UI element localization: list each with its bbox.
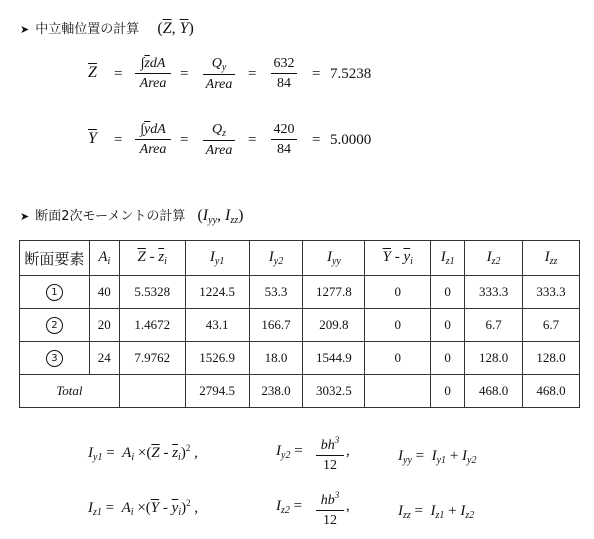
moment-table bbox=[19, 240, 580, 408]
cell: 43.1 bbox=[185, 309, 249, 342]
cell: 209.8 bbox=[303, 309, 365, 342]
cell: 1277.8 bbox=[303, 276, 365, 309]
formula-iz2-lhs: $I_{z2}$ = bbox=[276, 498, 303, 516]
formula-iy2-lhs: $I_{y2}$ = bbox=[276, 443, 303, 461]
table-row bbox=[20, 309, 580, 342]
eq-z-result: 7.5238 bbox=[330, 66, 372, 82]
section-heading-moment bbox=[20, 205, 243, 226]
eq-y-frac2: $Q_z$ Area bbox=[203, 122, 235, 159]
section-vars: ($\overline{Z}$, $\overline{Y}$) bbox=[157, 20, 194, 37]
row-id: 2 bbox=[20, 309, 90, 342]
eq-y-lhs: $\overline{Y}$ bbox=[88, 130, 97, 147]
cell: 468.0 bbox=[465, 375, 523, 408]
cell: 0 bbox=[365, 309, 431, 342]
cell: 333.3 bbox=[523, 276, 580, 309]
formula-izz: $I_{zz} = I_{z1} + I_{z2}$ bbox=[398, 503, 475, 521]
cell: 2794.5 bbox=[185, 375, 249, 408]
cell: 0 bbox=[431, 375, 465, 408]
cell: 0 bbox=[431, 342, 465, 375]
header-iy1: $I_{y1}$ bbox=[185, 241, 249, 276]
header-y-yi: $\overline{Y} - \overline{y}_i$ bbox=[365, 241, 431, 276]
cell: 0 bbox=[365, 342, 431, 375]
cell: 20 bbox=[89, 309, 119, 342]
cell: 166.7 bbox=[249, 309, 303, 342]
eq-y-frac1: $\int\overline{y}dA$ Area bbox=[135, 122, 171, 158]
cell: 1544.9 bbox=[303, 342, 365, 375]
cell: 1.4672 bbox=[119, 309, 185, 342]
bullet-arrow-icon: ➤ bbox=[20, 23, 30, 36]
table-row bbox=[20, 276, 580, 309]
cell: 7.9762 bbox=[119, 342, 185, 375]
cell: 128.0 bbox=[523, 342, 580, 375]
cell: 0 bbox=[365, 276, 431, 309]
row-id: 1 bbox=[20, 276, 90, 309]
row-id: 3 bbox=[20, 342, 90, 375]
cell: 24 bbox=[89, 342, 119, 375]
cell: 6.7 bbox=[523, 309, 580, 342]
formula-iy1: $I_{y1} = A_i \times(\overline{Z} - \overline{z}_i)^2$ , bbox=[88, 443, 198, 463]
header-iz1: $I_{z1}$ bbox=[431, 241, 465, 276]
eq-z-frac3: $\frac{632}{84}$ bbox=[271, 56, 297, 92]
cell: 6.7 bbox=[465, 309, 523, 342]
cell: 238.0 bbox=[249, 375, 303, 408]
cell: 333.3 bbox=[465, 276, 523, 309]
cell: 3032.5 bbox=[303, 375, 365, 408]
formula-iyy: $I_{yy} = I_{y1} + I_{y2}$ bbox=[398, 448, 477, 466]
cell: 53.3 bbox=[249, 276, 303, 309]
total-label: Total bbox=[20, 375, 120, 408]
header-z-zi: $\overline{Z} - \overline{z}_i$ bbox=[119, 241, 185, 276]
cell: 1224.5 bbox=[185, 276, 249, 309]
eq-y-frac3: $\frac{420}{84}$ bbox=[271, 122, 297, 158]
cell: 0 bbox=[431, 276, 465, 309]
formula-iz2-frac: $\frac{hb^3}{12}$ bbox=[316, 490, 344, 529]
formula-iy2-frac: $\frac{bh^3}{12}$ bbox=[316, 435, 344, 474]
cell: 18.0 bbox=[249, 342, 303, 375]
header-izz: $I_{zz}$ bbox=[523, 241, 580, 276]
table-total-row bbox=[20, 375, 580, 408]
eq-z-frac1: $\int\overline{z}dA$ Area bbox=[135, 56, 171, 92]
cell: 40 bbox=[89, 276, 119, 309]
header-iz2: $I_{z2}$ bbox=[465, 241, 523, 276]
section-heading-neutral-axis bbox=[20, 18, 194, 38]
header-ai: $A_i$ bbox=[89, 241, 119, 276]
section-title: 断面2次モーメントの計算 bbox=[35, 209, 186, 224]
cell: 468.0 bbox=[523, 375, 580, 408]
eq-z-frac2: $Q_y$ Area bbox=[203, 56, 235, 93]
cell: 0 bbox=[431, 309, 465, 342]
cell bbox=[119, 375, 185, 408]
eq-z-lhs: $\overline{Z}$ bbox=[88, 64, 97, 81]
table-header-row bbox=[20, 241, 580, 276]
cell: 1526.9 bbox=[185, 342, 249, 375]
cell bbox=[365, 375, 431, 408]
table-row bbox=[20, 342, 580, 375]
header-iy2: $I_{y2}$ bbox=[249, 241, 303, 276]
header-element: 断面要素 bbox=[20, 241, 90, 276]
formula-iz1: $I_{z1} = A_i \times(\overline{Y} - \overline{y}_i)^2$ , bbox=[88, 498, 199, 518]
section-vars: ($I_{yy}$, $I_{zz}$) bbox=[197, 207, 244, 226]
bullet-arrow-icon: ➤ bbox=[20, 210, 30, 223]
eq-y-result: 5.0000 bbox=[330, 132, 372, 148]
header-iyy: $I_{yy}$ bbox=[303, 241, 365, 276]
cell: 128.0 bbox=[465, 342, 523, 375]
cell: 5.5328 bbox=[119, 276, 185, 309]
section-title: 中立軸位置の計算 bbox=[35, 22, 140, 37]
